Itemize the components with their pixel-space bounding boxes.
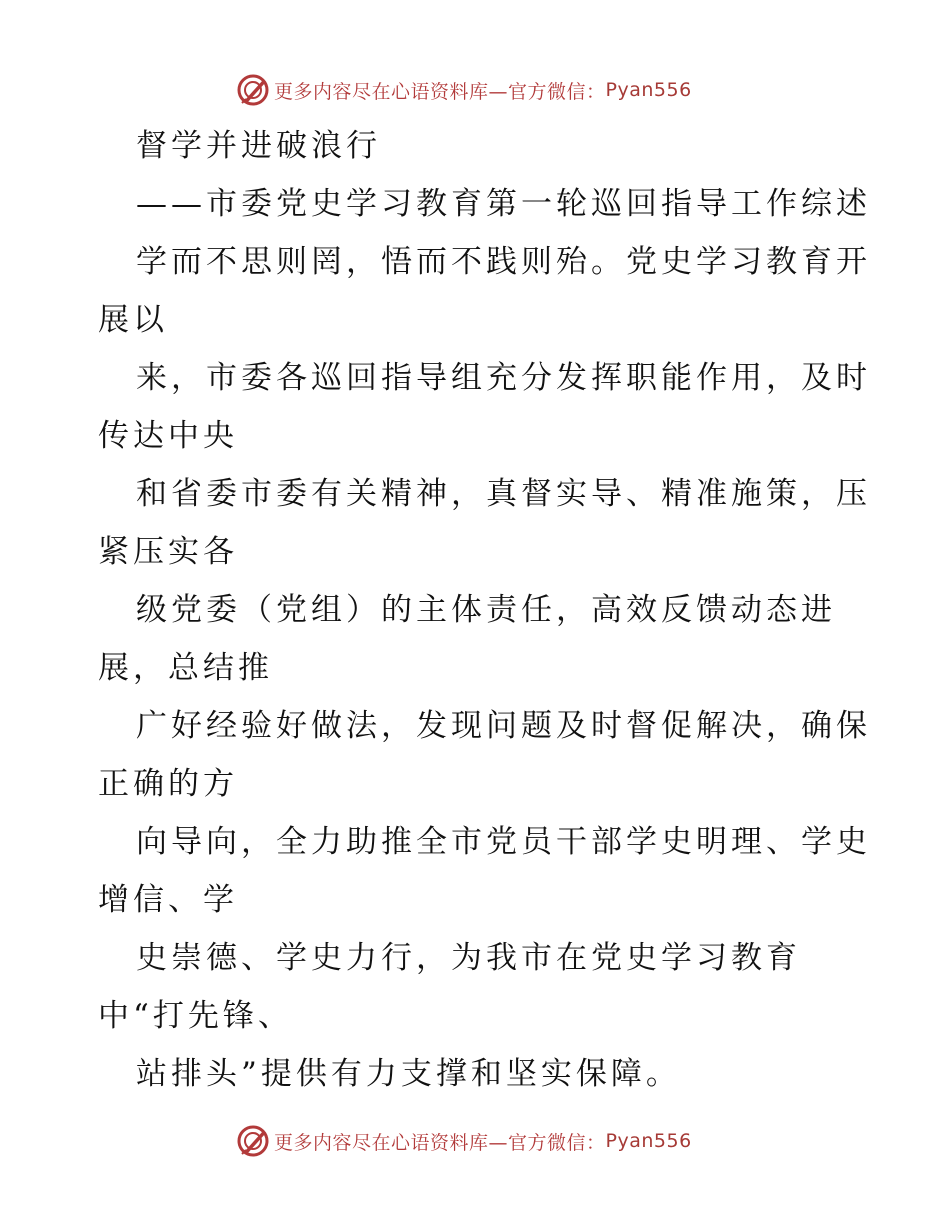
paragraph-line: 来，市委各巡回指导组充分发挥职能作用，及时 [136, 360, 871, 396]
paragraph-line: 史崇德、学史力行，为我市在党史学习教育 [136, 940, 801, 976]
document-title: 督学并进破浪行 [136, 128, 381, 164]
watermark-banner-bottom [236, 1124, 692, 1158]
paragraph-line: 站排头”提供有力支撑和坚实保障。 [136, 1056, 681, 1092]
paragraph-line: 广好经验好做法，发现问题及时督促解决，确保 [136, 708, 871, 744]
paragraph-line: 级党委（党组）的主体责任，高效反馈动态进 [136, 592, 836, 628]
watermark-handle: Pyan556 [605, 79, 692, 101]
watermark-handle: Pyan556 [605, 1130, 692, 1152]
watermark-text: 更多内容尽在心语资料库—官方微信： [274, 1131, 606, 1154]
paragraph-line: 传达中央 [98, 418, 238, 454]
paragraph-line: 中“打先锋、 [98, 998, 293, 1034]
paragraph-line: 正确的方 [98, 766, 238, 802]
pen-quill-logo-icon [236, 1124, 270, 1158]
paragraph-line: 增信、学 [98, 882, 238, 918]
document-subtitle: ——市委党史学习教育第一轮巡回指导工作综述 [136, 186, 871, 222]
watermark-text: 更多内容尽在心语资料库—官方微信： [274, 80, 606, 103]
paragraph-line: 展以 [98, 302, 168, 338]
paragraph-line: 展，总结推 [98, 650, 273, 686]
paragraph-line: 学而不思则罔，悟而不践则殆。党史学习教育开 [136, 244, 871, 280]
paragraph-line: 和省委市委有关精神，真督实导、精准施策，压 [136, 476, 871, 512]
paragraph-line: 紧压实各 [98, 534, 238, 570]
paragraph-line: 向导向，全力助推全市党员干部学史明理、学史 [136, 824, 871, 860]
